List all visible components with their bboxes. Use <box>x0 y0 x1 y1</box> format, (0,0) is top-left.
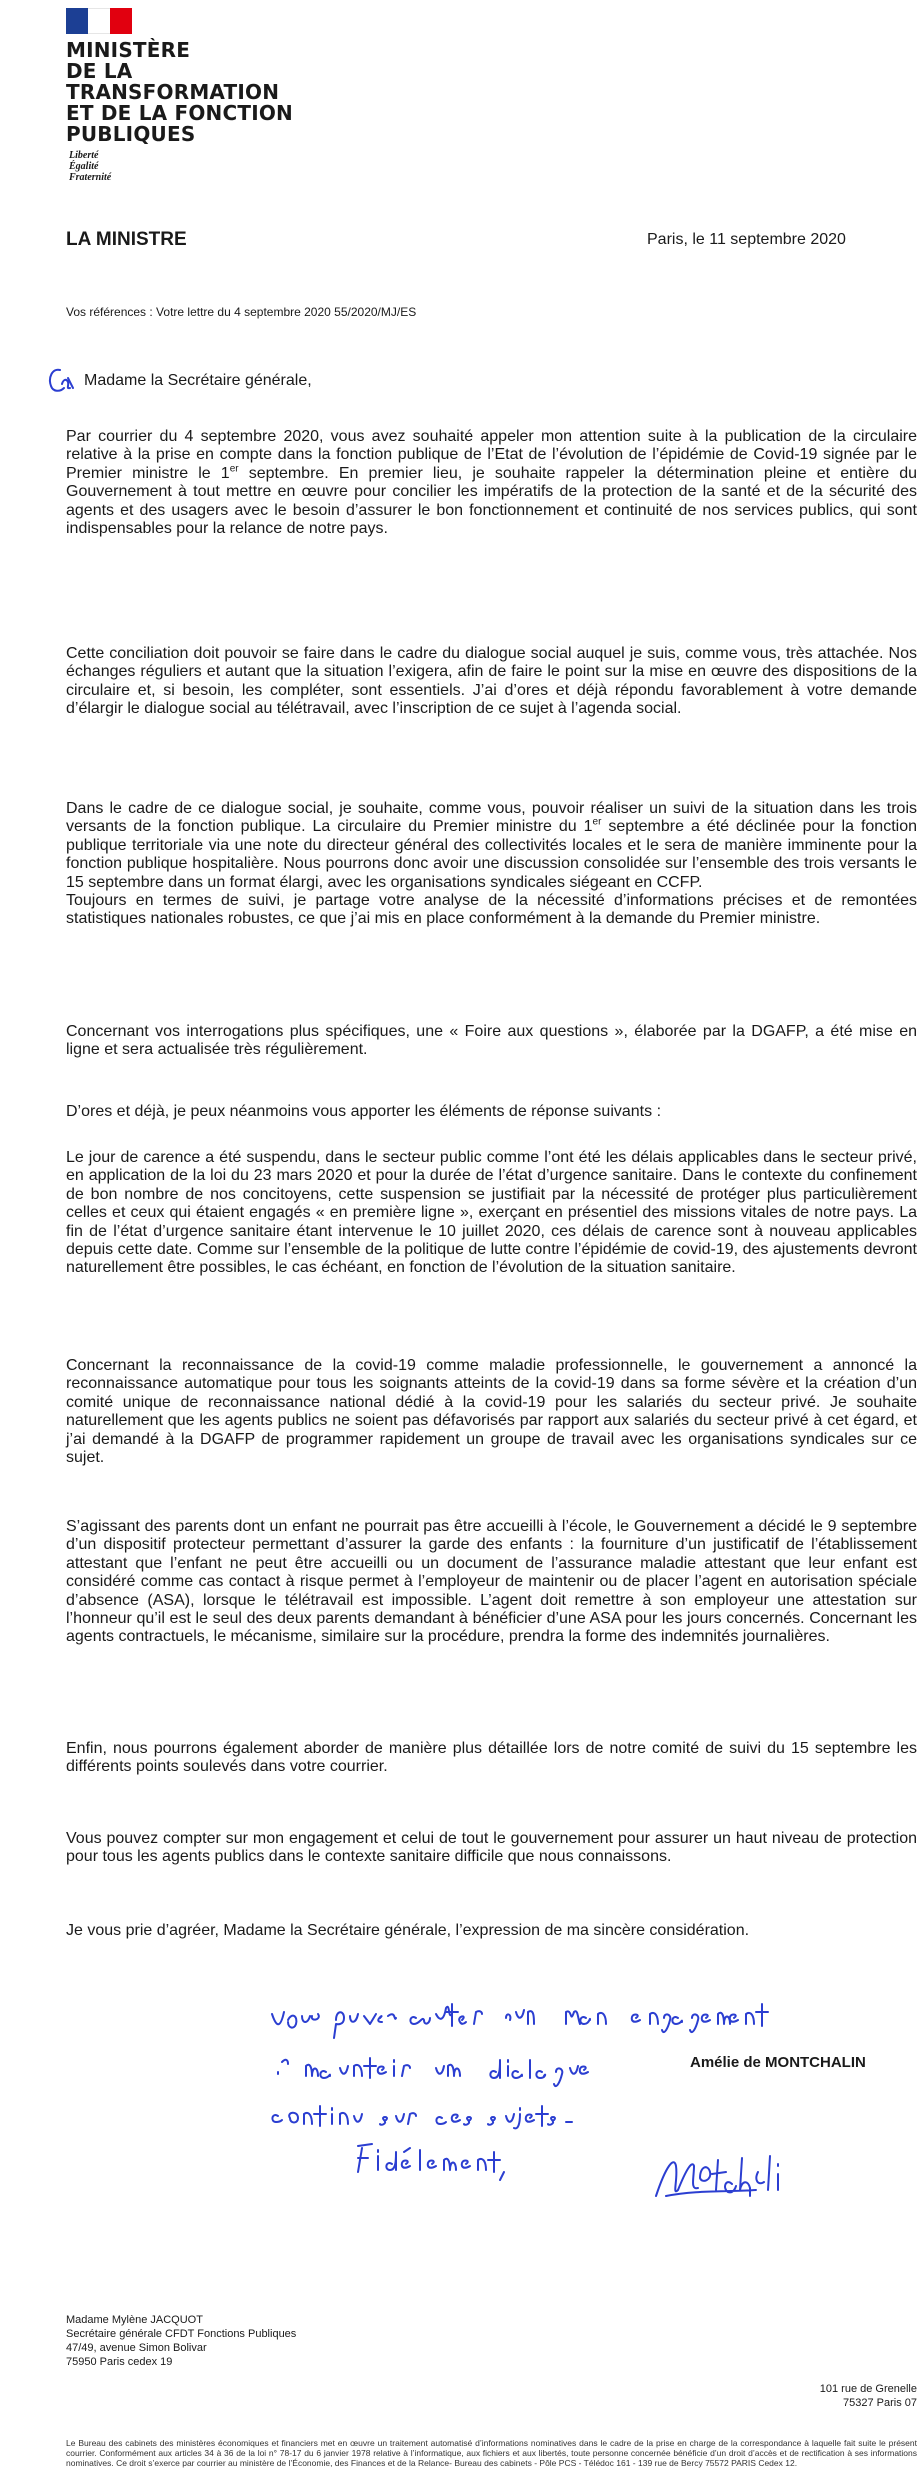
privacy-footer: Le Bureau des cabinets des ministères économiques et financiers met en œuvre un traitement automatisé d’informations nominatives dans le cadre de la prise en charge de la correspondance à laquelle fait suite le présent courrier. Conformément aux articles 34 à 36 de la loi n° 78-17 du 6 janvier 1978 relative à l’informatique, aux fichiers et aux libertés, toute personne concernée bénéficie d’un droit d’accès et de rectification à ses informations nominatives. Ce droit s’exerce par courrier au ministère de l’Économie, des Finances et de la Relance- Bureau des cabinets - Pôle PCS - Télédoc 161 - 139 rue de Bercy 75572 PARIS Cedex 12. <box>66 2438 917 2468</box>
ministry-city: 75327 Paris 07 <box>843 2397 917 2409</box>
paragraph-9: Enfin, nous pourrons également aborder de manière plus détaillée lors de notre comité de suivi du 15 septembre les différents points soulevés dans votre courrier. <box>66 1740 917 1776</box>
handwritten-salutation-icon <box>46 364 74 398</box>
paragraph-3-text-b: septembre a été déclinée pour la fonction publique territoriale via une note du directeur général des collectivités locales et le sera de manière imminente pour la fonction publique hospitalière. Nous pourrons donc avoir une discussion consolidée sur l’ensemble des trois versants le 15 septembre dans un format élargi, avec les organisations syndicales siégeant en CCFP. <box>66 818 918 891</box>
ministry-street: 101 rue de Grenelle <box>819 2383 917 2395</box>
ministry-name-line-4: PUBLIQUES <box>66 122 196 146</box>
references-line: Vos références : Votre lettre du 4 septembre 2020 55/2020/MJ/ES <box>66 305 417 319</box>
signer-name: Amélie de MONTCHALIN <box>690 2054 866 2071</box>
paragraph-1: Par courrier du 4 septembre 2020, vous avez souhaité appeler mon attention suite à la publication de la circulaire relative à la prise en compte dans la fonction publique de l’Etat de l’évolution de l’épidémie de Covid-19 signée par le Premier ministre le 1er septembre. En premier lieu, je souhaite rappeler la détermination pleine et entière du Gouvernement à tout mettre en œuvre pour concilier les impératifs de la protection de la santé et de la sécurité des agents et des usagers avec le besoin d’assurer le bon fonctionnement et continuité de nos services publics, qui sont indispensables pour la relance de notre pays. <box>66 428 918 538</box>
paragraph-4: Concernant vos interrogations plus spécifiques, une « Foire aux questions », élaborée par la DGAFP, a été mise en ligne et sera actualisée très régulièrement. <box>66 1023 917 1059</box>
ministry-name-line-2: DE LA TRANSFORMATION <box>66 59 280 104</box>
recipient-city: 75950 Paris cedex 19 <box>66 2356 173 2368</box>
recipient-title: Secrétaire générale CFDT Fonctions Publiques <box>66 2328 297 2340</box>
motto-liberte: Liberté <box>69 150 99 161</box>
recipient-address <box>66 2313 296 2369</box>
paragraph-3-text-c: Toujours en termes de suivi, je partage votre analyse de la nécessité d’informations précises et de remontées statistiques nationales robustes, ce que j’ai mis en place conformément à la demande du Premier ministre. <box>66 892 917 928</box>
recipient-name: Madame Mylène JACQUOT <box>66 2314 203 2326</box>
republic-motto <box>66 150 296 183</box>
paragraph-2: Cette conciliation doit pouvoir se faire dans le cadre du dialogue social auquel je suis, comme vous, très attachée. Nos échanges réguliers et autant que la situation l’exigera, afin de faire le point sur la mise en œuvre des dispositions de la circulaire et, si besoin, les compléter, sont essentiels. J’ai d’ores et déjà répondu favorablement à votre demande d’élargir le dialogue social au télétravail, avec l’inscription de ce sujet à l’agenda social. <box>66 645 917 718</box>
paragraph-1-text-b: septembre. En premier lieu, je souhaite rappeler la détermination pleine et entière du Gouvernement à tout mettre en œuvre pour concilier les impératifs de la protection de la santé et de la sécurité des agents et des usagers avec le besoin d’assurer le bon fonctionnement et continuité de nos services publics, qui sont indispensables pour la relance de notre pays. <box>66 464 918 538</box>
recipient-street: 47/49, avenue Simon Bolivar <box>66 2342 207 2354</box>
ministry-logo <box>66 8 296 183</box>
paragraph-5: D’ores et déjà, je peux néanmoins vous apporter les éléments de réponse suivants : <box>66 1103 662 1120</box>
ministry-name-line-1: MINISTÈRE <box>66 38 191 62</box>
french-flag-icon <box>66 8 132 34</box>
paragraph-10: Vous pouvez compter sur mon engagement et celui de tout le gouvernement pour assurer un haut niveau de protection pour tous les agents publics dans le contexte sanitaire difficile que nous connaissons. <box>66 1830 917 1866</box>
paragraph-7: Concernant la reconnaissance de la covid-19 comme maladie professionnelle, le gouvernement a annoncé la reconnaissance automatique pour tous les soignants atteints de la covid-19 dans sa forme sévère et la création d’un comité unique de reconnaissance national dédié à la covid-19 pour les salariés du secteur privé. Je souhaite naturellement que les agents publics ne soient pas défavorisés par rapport aux salariés du secteur privé à cet égard, et j’ai demandé à la DGAFP de programmer rapidement un groupe de travail avec les organisations syndicales sur ce sujet. <box>66 1357 917 1467</box>
motto-fraternite: Fraternité <box>69 172 112 183</box>
paragraph-8: S’agissant des parents dont un enfant ne pourrait pas être accueilli à l’école, le Gouvernement a décidé le 9 septembre d’un dispositif protecteur permettant d’assurer la garde des enfants : la fourniture d’un justificatif de l’établissement attestant que l’enfant ne peut être accueilli ou un document de l’assurance maladie attestant que leur enfant est considéré comme cas contact à risque permet à l’employeur de maintenir ou de placer l’agent en autorisation spéciale d’absence (ASA), lorsque le télétravail est impossible. L’agent doit remettre à son employeur une attestation sur l’honneur qu’il est le seul des deux parents demandant à bénéficier d’une ASA pour les jours concernés. Concernant les agents contractuels, le mécanisme, similaire sur la procédure, prendra la forme des indemnités journalières. <box>66 1518 917 1646</box>
handwritten-note-and-signature-icon <box>266 1990 886 2210</box>
motto-egalite: Égalité <box>69 161 99 172</box>
paragraph-6: Le jour de carence a été suspendu, dans le secteur public comme l’ont été les délais applicables dans le secteur privé, en application de la loi du 23 mars 2020 et pour la durée de l’état d’urgence sanitaire. Dans le contexte du confinement de bon nombre de nos concitoyens, cette suspension se justifiait par la nécessité de protéger plus particulièrement celles et ceux qui étaient engagés « en première ligne », exerçant en présentiel des missions vitales de notre pays. La fin de l’état d’urgence sanitaire étant intervenue le 10 juillet 2020, ces délais de carence sont à nouveau applicables depuis cette date. Comme sur l’ensemble de la politique de lutte contre l’épidémie de covid-19, des ajustements devront naturellement être possibles, le cas échéant, en fonction de l’évolution de la situation sanitaire. <box>66 1149 917 1277</box>
letter-date: Paris, le 11 septembre 2020 <box>647 231 846 248</box>
paragraph-1-text-a: Par courrier du 4 septembre 2020, vous avez souhaité appeler mon attention suite à la publication de la circulaire relative à la prise en compte dans la fonction publique de l’Etat de l’évolution de l’épidémie de Covid-19 signée par le Premier ministre le 1 <box>66 428 917 482</box>
salutation: Madame la Secrétaire générale, <box>84 372 312 389</box>
ministry-name-line-3: ET DE LA FONCTION <box>66 101 293 125</box>
sender-title: LA MINISTRE <box>66 229 187 250</box>
paragraph-3: Dans le cadre de ce dialogue social, je souhaite, comme vous, pouvoir réaliser un suivi de la situation dans les trois versants de la fonction publique. La circulaire du Premier ministre du 1er septembre a été déclinée pour la fonction publique territoriale via une note du directeur général des collectivités locales et le sera de manière imminente pour la fonction publique hospitalière. Nous pourrons donc avoir une discussion consolidée sur l’ensemble des trois versants le 15 septembre dans un format élargi, avec les organisations syndicales siégeant en CCFP. Toujours en termes de suivi, je partage votre analyse de la nécessité d’informations précises et de remontées statistiques nationales robustes, ce que j’ai mis en place conformément à la demande du Premier ministre. <box>66 800 918 928</box>
ministry-address <box>762 2382 917 2410</box>
paragraph-3-text-a: Dans le cadre de ce dialogue social, je souhaite, comme vous, pouvoir réaliser un suivi de la situation dans les trois versants de la fonction publique. La circulaire du Premier ministre du 1 <box>66 800 917 836</box>
paragraph-11: Je vous prie d’agréer, Madame la Secrétaire générale, l’expression de ma sincère considération. <box>66 1922 750 1939</box>
